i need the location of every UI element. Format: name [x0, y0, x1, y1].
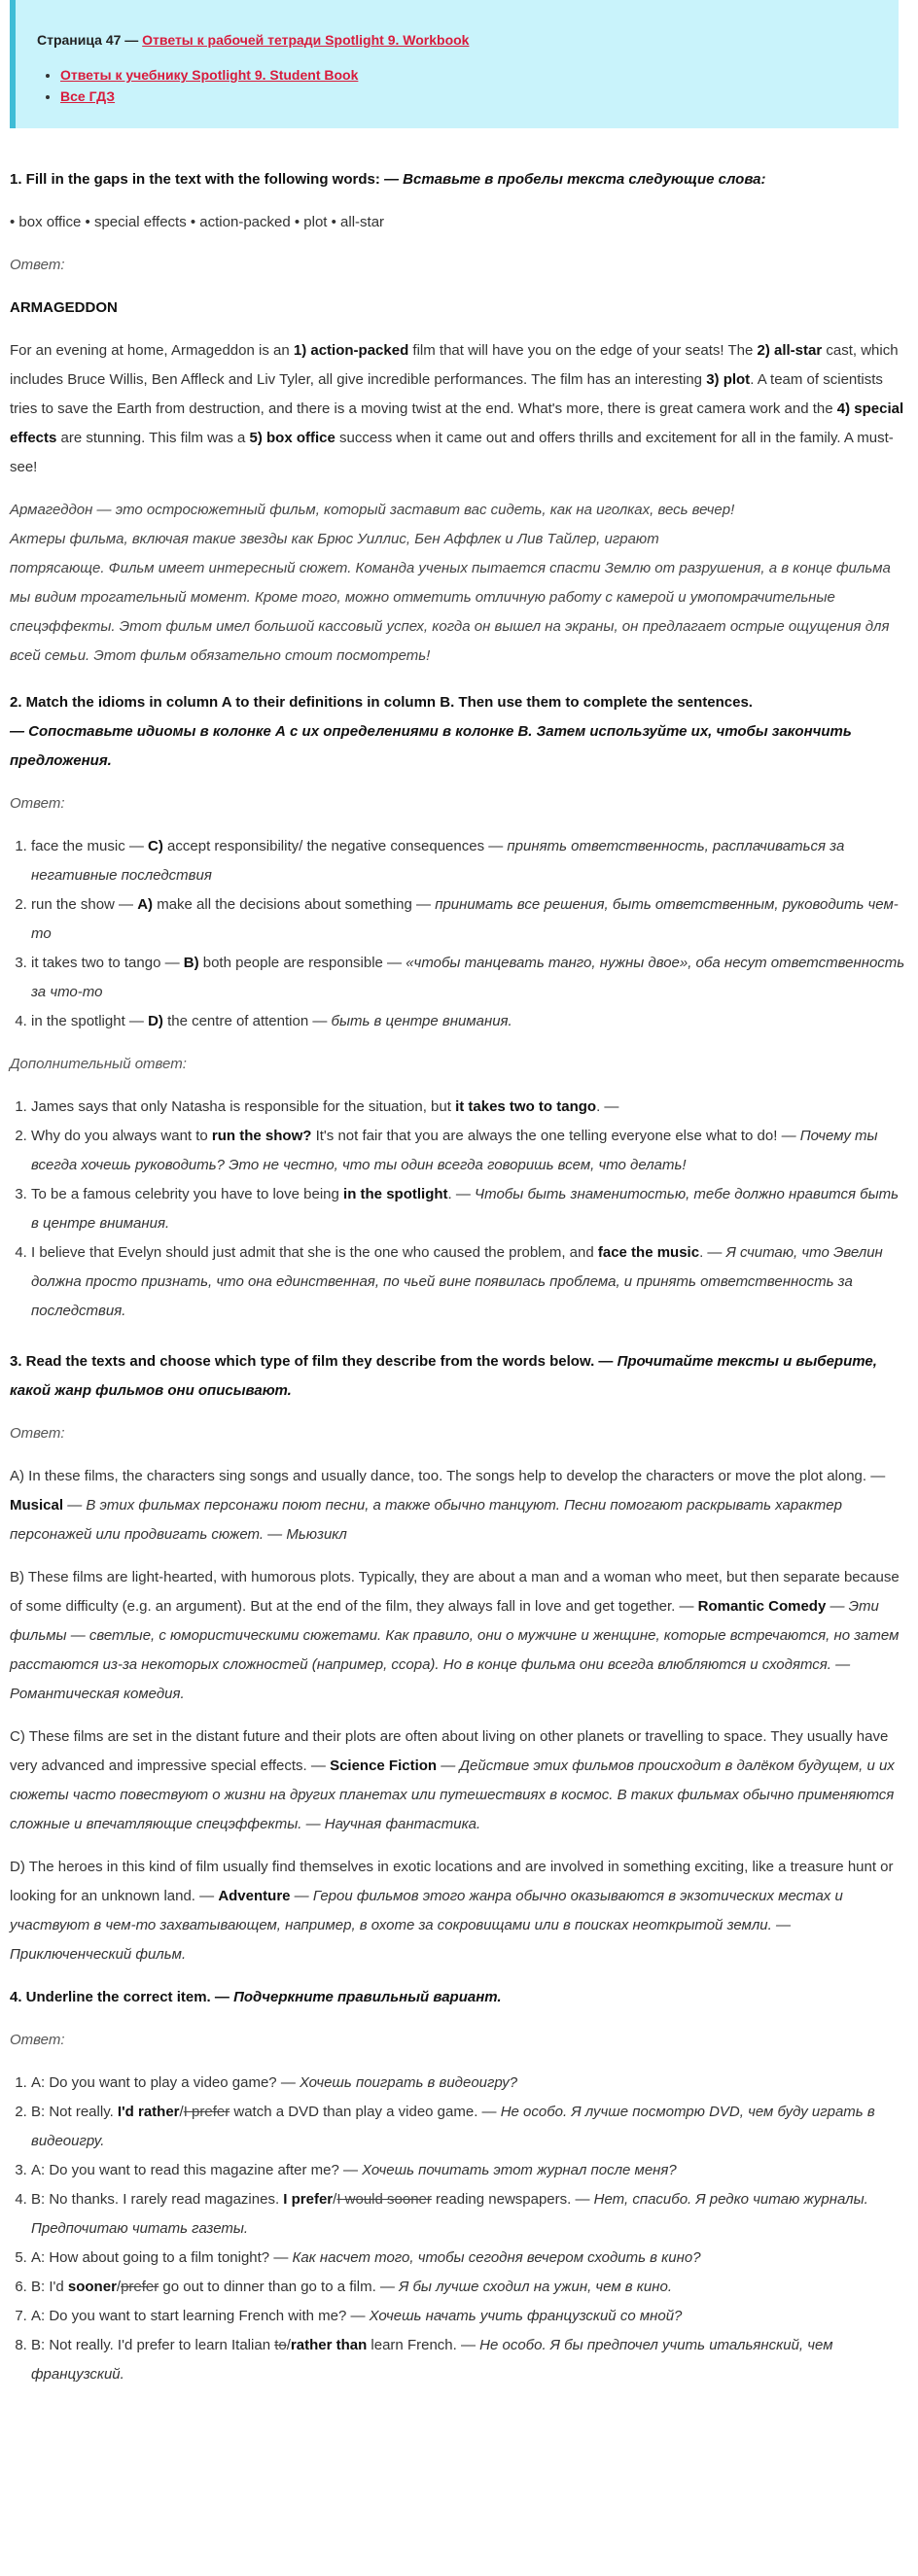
- answer-text: I prefer: [283, 2191, 334, 2208]
- answer-text: Romantic Comedy: [697, 1598, 827, 1615]
- text-fragment: in the spotlight —: [31, 1013, 149, 1029]
- answer-text: A): [137, 896, 154, 913]
- text-part: are stunning. This film was a: [56, 430, 250, 446]
- text-fragment: Не особо. Я бы предпочел учить итальянский, чем французский.: [31, 2337, 833, 2383]
- text-fragment: Не особо. Я лучше посмотрю DVD, чем буду играть в видеоигру.: [31, 2104, 875, 2149]
- text-fragment: /: [179, 2104, 184, 2120]
- navigation-box: [10, 0, 899, 128]
- list-item: [31, 2331, 908, 2389]
- text-fragment: принимать все решения, быть ответственным, руководить чем-то: [31, 896, 899, 942]
- answer-label: Ответ:: [10, 795, 65, 812]
- text-part: film that will have you on the edge of your seats! The: [408, 342, 758, 359]
- task-1-title: [10, 165, 908, 194]
- text-fragment: it takes two to tango —: [31, 955, 184, 971]
- task-4-title-ru: Подчеркните правильный вариант.: [233, 1989, 502, 2005]
- text-fragment: Как насчет того, чтобы сегодня вечером сходить в кино?: [292, 2249, 701, 2266]
- gap-answer: 1) action-packed: [293, 342, 409, 359]
- gap-answer: 3) plot: [706, 371, 751, 388]
- text-fragment: Хочешь начать учить французский со мной?: [369, 2308, 683, 2324]
- text-fragment: both people are responsible —: [198, 955, 406, 971]
- text-fragment: accept responsibility/ the negative consequences —: [162, 838, 508, 854]
- nav-links: [37, 64, 877, 107]
- list-item: [31, 1238, 908, 1326]
- text-fragment: — Герои фильмов этого жанра обычно оказываются в экзотических местах и участвуют в чем-то захватывающем, например, в охоте за сокровищами или в поисках неоткрытой земли. — Приключенческий фильм.: [10, 1888, 843, 1963]
- answer-text: in the spotlight: [343, 1186, 448, 1202]
- text-part: success when it came out and offers thrills and excitement for all in the family. A must-see!: [10, 430, 894, 475]
- gap-answer: 5) box office: [249, 430, 335, 446]
- text-fragment: face the music —: [31, 838, 149, 854]
- list-item: [31, 2069, 908, 2098]
- genre-paragraph: [10, 1853, 908, 1969]
- text-fragment: A: Do you want to play a video game? —: [31, 2074, 300, 2091]
- task-4-title-en: 4. Underline the correct item. —: [10, 1989, 234, 2005]
- text-fragment: learn French. —: [367, 2337, 480, 2353]
- translation-line: Армагеддон — это остросюжетный фильм, который заставит вас сидеть, как на иголках, весь вечер!: [10, 502, 735, 518]
- wrong-option-text: to: [274, 2337, 287, 2353]
- text-fragment: James says that only Natasha is responsible for the situation, but: [31, 1098, 456, 1115]
- text-fragment: go out to dinner than go to a film. —: [159, 2279, 400, 2295]
- list-item: [31, 1180, 908, 1238]
- dialogue-list: [10, 2069, 908, 2389]
- text-fragment: /: [333, 2191, 337, 2208]
- text-fragment: . —: [596, 1098, 619, 1115]
- answer-text: Musical: [10, 1497, 64, 1514]
- page-label: Страница 47 —: [37, 32, 143, 48]
- main-content: [10, 165, 908, 2389]
- armageddon-text: [10, 336, 908, 482]
- text-fragment: /: [286, 2337, 291, 2353]
- text-fragment: быть в центре внимания.: [331, 1013, 512, 1029]
- sentences-list: [10, 1093, 908, 1326]
- answer-text: sooner: [67, 2279, 117, 2295]
- text-fragment: «чтобы танцевать танго, нужны двое», оба несут ответственность за что-то: [31, 955, 905, 1000]
- text-fragment: It's not fair that you are always the one telling everyone else what to do!: [311, 1128, 782, 1144]
- task-2-title-en: 2. Match the idioms in column A to their definitions in column B. Then use them to complete the sentences.: [10, 694, 753, 711]
- task-2-title-ru: — Сопоставьте идиомы в колонке А с их определениями в колонке В. Затем используйте их, чтобы закончить предложения.: [10, 723, 852, 769]
- text-fragment: B) These films are light-hearted, with humorous plots. Typically, they are about a man and a woman who meet, but then separate because of some difficulty (e.g. an argument). But at the end of the film, they always fall in love and get together. —: [10, 1569, 900, 1615]
- answer-text: B): [183, 955, 199, 971]
- text-fragment: Хочешь почитать этот журнал после меня?: [362, 2162, 677, 2178]
- workbook-link[interactable]: Ответы к рабочей тетради Spotlight 9. Workbook: [142, 32, 470, 48]
- answer-text: Adventure: [218, 1888, 291, 1904]
- text-fragment: A: Do you want to read this magazine after me? —: [31, 2162, 363, 2178]
- list-item: [31, 2302, 908, 2331]
- text-fragment: Я бы лучше сходил на ужин, чем в кино.: [399, 2279, 672, 2295]
- answer-text: run the show?: [211, 1128, 312, 1144]
- task-1-title-en: 1. Fill in the gaps in the text with the following words:: [10, 171, 385, 188]
- list-item: [31, 1007, 908, 1036]
- text-part: . A team of scientists tries to save the Earth from destruction, and there is a moving twist at the end. What's more, there is great camera work and the: [10, 371, 883, 417]
- text-fragment: reading newspapers. —: [431, 2191, 594, 2208]
- answer-text: it takes two to tango: [455, 1098, 597, 1115]
- text-fragment: Чтобы быть знаменитостью, тебе должно нравится быть в центре внимания.: [31, 1186, 900, 1232]
- genre-paragraph: [10, 1723, 908, 1839]
- answer-text: Science Fiction: [330, 1758, 438, 1774]
- answer-label: Ответ:: [10, 2032, 65, 2048]
- extra-answer-label: Дополнительный ответ:: [10, 1056, 187, 1072]
- list-item: [31, 949, 908, 1007]
- list-item: [31, 890, 908, 949]
- answer-text: rather than: [290, 2337, 368, 2353]
- task-3-title-en: 3. Read the texts and choose which type of film they describe from the words below. —: [10, 1353, 618, 1370]
- text-fragment: Why do you always want to: [31, 1128, 212, 1144]
- text-fragment: принять ответственность, расплачиваться за негативные последствия: [31, 838, 845, 884]
- answer-text: I'd rather: [117, 2104, 180, 2120]
- text-fragment: Я считаю, что Эвелин должна просто признать, что она единственная, по чьей вине появилась проблема, и принять ответственность за последствия.: [31, 1244, 883, 1319]
- answer-text: face the music: [597, 1244, 700, 1261]
- text-fragment: — В этих фильмах персонажи поют песни, а также обычно танцуют. Песни помогают раскрывать характер персонажей или продвигать сюжет. — Мьюзикл: [10, 1497, 842, 1543]
- nav-link-item: [60, 86, 877, 107]
- gap-answer: 4) special effects: [10, 400, 904, 446]
- text-fragment: I believe that Evelyn should just admit that she is the one who caused the problem, and: [31, 1244, 598, 1261]
- list-item: [31, 2273, 908, 2302]
- all-gdz-link[interactable]: Все ГДЗ: [60, 88, 116, 104]
- answer-text: D): [148, 1013, 163, 1029]
- task-4-title: [10, 1983, 908, 2012]
- task-3-title-ru: Прочитайте тексты и выберите, какой жанр фильмов они описывают.: [10, 1353, 877, 1399]
- text-fragment: B: No thanks. I rarely read magazines.: [31, 2191, 284, 2208]
- text-part: For an evening at home, Armageddon is an: [10, 342, 294, 359]
- text-fragment: . —: [447, 1186, 476, 1202]
- text-fragment: Хочешь поиграть в видеоигру?: [299, 2074, 518, 2091]
- genre-paragraph: [10, 1462, 908, 1549]
- wrong-option-text: I prefer: [183, 2104, 230, 2120]
- task-1-title-ru: — Вставьте в пробелы текста следующие слова:: [384, 171, 766, 188]
- page-breadcrumb: [37, 29, 877, 51]
- text-fragment: — Почему ты всегда хочешь руководить? Это не честно, что ты один всегда говоришь всем, что делать!: [31, 1128, 878, 1173]
- student-book-link[interactable]: Ответы к учебнику Spotlight 9. Student Book: [60, 67, 359, 83]
- text-fragment: Нет, спасибо. Я редко читаю журналы. Предпочитаю читать газеты.: [31, 2191, 868, 2237]
- text-fragment: D) The heroes in this kind of film usually find themselves in exotic locations and are involved in something exciting, like a treasure hunt or looking for an unknown land. —: [10, 1859, 894, 1904]
- list-item: [31, 832, 908, 890]
- list-item: [31, 1122, 908, 1180]
- list-item: [31, 2244, 908, 2273]
- text-fragment: To be a famous celebrity you have to love being: [31, 1186, 344, 1202]
- text-fragment: C) These films are set in the distant future and their plots are often about living on other planets or travelling to space. They usually have very advanced and impressive special effects. —: [10, 1728, 889, 1774]
- text-fragment: B: I'd: [31, 2279, 68, 2295]
- text-fragment: B: Not really.: [31, 2104, 118, 2120]
- text-fragment: run the show —: [31, 896, 138, 913]
- nav-link-item: [60, 64, 877, 86]
- list-item: [31, 2156, 908, 2185]
- translation-line: Актеры фильма, включая такие звезды как Брюс Уиллис, Бен Аффлек и Лив Тайлер, играют: [10, 531, 659, 547]
- text-heading: ARMAGEDDON: [10, 299, 118, 316]
- text-fragment: B: Not really. I'd prefer to learn Italian: [31, 2337, 275, 2353]
- task-3-title: [10, 1347, 908, 1406]
- list-item: [31, 2098, 908, 2156]
- gap-answer: 2) all-star: [757, 342, 823, 359]
- text-fragment: watch a DVD than play a video game. —: [230, 2104, 501, 2120]
- text-fragment: A) In these films, the characters sing songs and usually dance, too. The songs help to develop the characters or move the plot along. —: [10, 1468, 886, 1484]
- text-part: cast, which includes Bruce Willis, Ben Affleck and Liv Tyler, all give incredible performances. The film has an interesting: [10, 342, 899, 388]
- text-fragment: A: Do you want to start learning French with me? —: [31, 2308, 370, 2324]
- task-2-title: [10, 688, 908, 776]
- text-fragment: A: How about going to a film tonight? —: [31, 2249, 293, 2266]
- text-fragment: the centre of attention —: [162, 1013, 332, 1029]
- text-fragment: /: [116, 2279, 122, 2295]
- text-fragment: — Действие этих фильмов происходит в далёком будущем, и их сюжеты часто повествуют о жизни на других планетах или путешествиях в космос. В таких фильмах обычно применяются сложные и впечатляющие спецэффекты. — Научная фантастика.: [10, 1758, 895, 1832]
- genre-paragraph: [10, 1563, 908, 1709]
- idioms-list: [10, 832, 908, 1036]
- text-fragment: . —: [699, 1244, 726, 1261]
- list-item: [31, 1093, 908, 1122]
- word-bank: • box office • special effects • action-packed • plot • all-star: [10, 214, 385, 230]
- answer-text: C): [148, 838, 163, 854]
- text-fragment: — Эти фильмы — светлые, с юмористическими сюжетами. Как правило, они о мужчине и женщине, которые встречаются, но затем расстаются из-за некоторых сложностей (например, ссора). Но в конце фильма они всегда влюбляются и сходятся. — Романтическая комедия.: [10, 1598, 900, 1702]
- translation-line: потрясающе. Фильм имеет интересный сюжет. Команда ученых пытается спасти Землю от разрушения, а в конце фильма мы видим трогательный момент. Кроме того, можно отметить отличную работу с камерой и умопомрачительные спецэффекты. Этот фильм имел большой кассовый успех, когда он вышел на экраны, он предлагает острые ощущения для всей семьи. Этот фильм обязательно стоит посмотреть!: [10, 560, 891, 664]
- answer-label: Ответ:: [10, 1425, 65, 1442]
- wrong-option-text: prefer: [121, 2279, 159, 2295]
- wrong-option-text: I would sooner: [336, 2191, 432, 2208]
- armageddon-translation: [10, 496, 908, 671]
- answer-label: Ответ:: [10, 257, 65, 273]
- list-item: [31, 2185, 908, 2244]
- text-fragment: make all the decisions about something —: [153, 896, 436, 913]
